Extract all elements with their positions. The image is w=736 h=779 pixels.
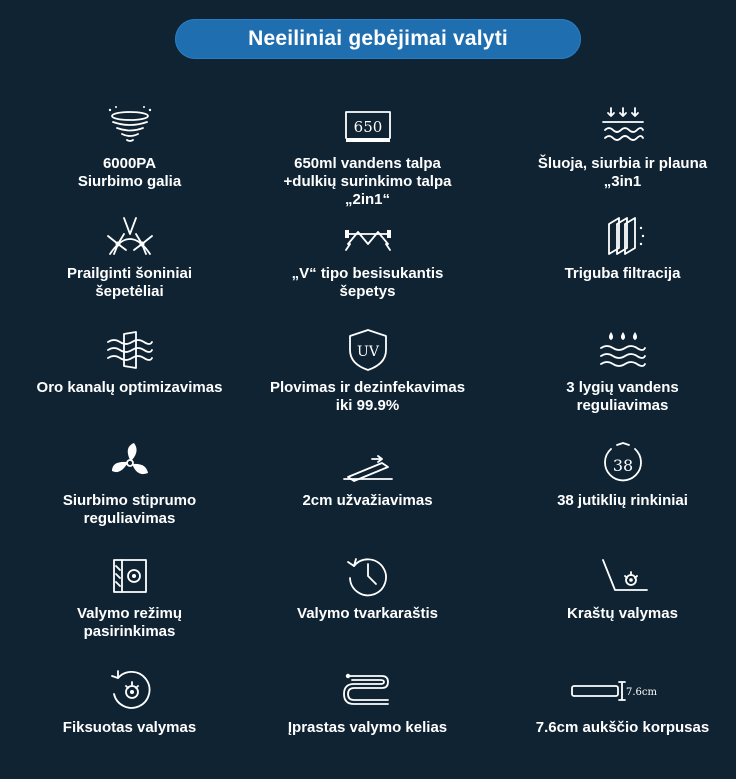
water-tank-icon bbox=[340, 103, 396, 149]
feature-edge-cleaning bbox=[500, 553, 736, 665]
feature-label: Kraštų valymas bbox=[567, 605, 678, 622]
feature-label: 7.6cm aukščio korpusas bbox=[535, 719, 710, 736]
feature-v-brush bbox=[245, 213, 490, 325]
cleaning-path-icon bbox=[340, 667, 396, 713]
feature-label: 3 lygių vandens reguliavimas bbox=[566, 379, 679, 414]
climbing-icon bbox=[340, 440, 396, 486]
fan-icon bbox=[102, 440, 158, 486]
feature-label: 650ml vandens talpa +dulkių surinkimo talpa „2in1“ bbox=[283, 155, 452, 208]
sensors-count: 38 bbox=[612, 456, 633, 475]
feature-sensors bbox=[500, 440, 736, 552]
feature-label: Plovimas ir dezinfekavimas iki 99.9% bbox=[269, 379, 466, 414]
sensors-icon bbox=[595, 440, 651, 486]
feature-grid bbox=[0, 95, 736, 760]
page-title: Neeiliniai gebėjimai valyti bbox=[175, 19, 581, 59]
triple-filter-icon bbox=[595, 213, 651, 259]
feature-label: „V“ tipo besisukantis šepetys bbox=[291, 265, 444, 300]
feature-label: Valymo režimų pasirinkimas bbox=[76, 605, 183, 640]
schedule-clock-icon bbox=[340, 553, 396, 599]
feature-side-brushes bbox=[7, 213, 252, 325]
uv-shield-icon bbox=[340, 327, 396, 373]
side-brushes-icon bbox=[102, 213, 158, 259]
water-levels-icon bbox=[595, 327, 651, 373]
feature-water-tank bbox=[245, 103, 490, 215]
water-tank-value: 650 bbox=[353, 118, 382, 136]
cyclone-suction-icon bbox=[102, 103, 158, 149]
feature-triple-filter bbox=[500, 213, 736, 325]
feature-water-levels bbox=[500, 327, 736, 439]
feature-schedule bbox=[245, 553, 490, 665]
feature-3in1 bbox=[500, 103, 736, 215]
feature-uv-disinfection bbox=[245, 327, 490, 439]
feature-cleaning-path bbox=[245, 667, 490, 779]
feature-label: 2cm užvažiavimas bbox=[302, 492, 433, 509]
uv-text: UV bbox=[356, 344, 379, 360]
feature-label: 38 jutiklių rinkiniai bbox=[557, 492, 688, 509]
feature-mode-select bbox=[7, 553, 252, 665]
v-roller-brush-icon bbox=[340, 213, 396, 259]
feature-spot-cleaning bbox=[7, 667, 252, 779]
feature-height bbox=[500, 667, 736, 779]
feature-label: Valymo tvarkaraštis bbox=[297, 605, 438, 622]
sweep-vacuum-mop-icon bbox=[595, 103, 651, 149]
feature-label: Siurbimo stiprumo reguliavimas bbox=[62, 492, 197, 527]
feature-label: Įprastas valymo kelias bbox=[287, 719, 448, 736]
height-icon bbox=[568, 667, 678, 713]
feature-label: Oro kanalų optimizavimas bbox=[36, 379, 223, 396]
feature-label: Fiksuotas valymas bbox=[62, 719, 197, 736]
mode-select-icon bbox=[102, 553, 158, 599]
edge-cleaning-icon bbox=[595, 553, 651, 599]
feature-label: Šluoja, siurbia ir plauna „3in1 bbox=[537, 155, 708, 190]
feature-climbing bbox=[245, 440, 490, 552]
feature-suction-adjust bbox=[7, 440, 252, 552]
feature-label: 6000PA Siurbimo galia bbox=[77, 155, 182, 190]
feature-label: Triguba filtracija bbox=[564, 265, 681, 282]
feature-label: Prailginti šoniniai šepetėliai bbox=[66, 265, 193, 300]
height-value: 7.6cm bbox=[625, 687, 657, 698]
air-channel-icon bbox=[102, 327, 158, 373]
spot-cleaning-icon bbox=[102, 667, 158, 713]
feature-air-channel bbox=[7, 327, 252, 439]
feature-suction-power bbox=[7, 103, 252, 215]
